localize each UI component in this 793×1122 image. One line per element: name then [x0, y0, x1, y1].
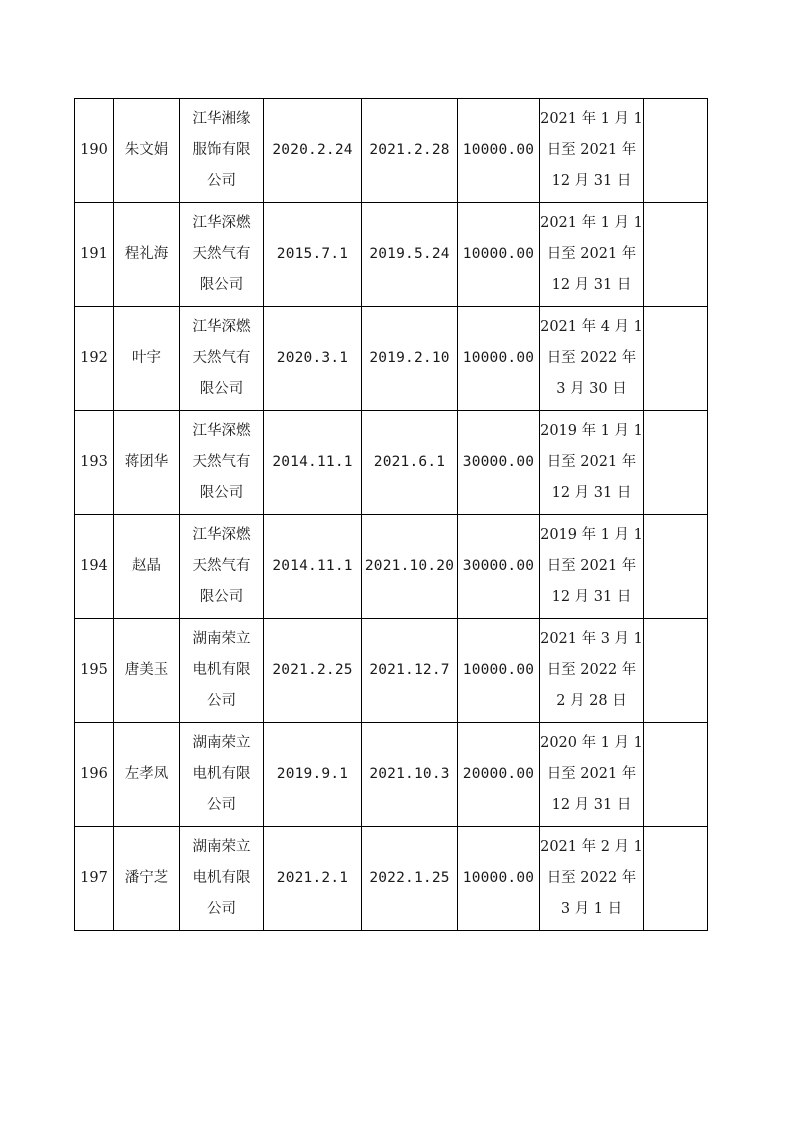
period-cell: 2020 年 1 月 1 日至 2021 年 12 月 31 日	[540, 723, 644, 827]
end-date-cell: 2021.2.28	[362, 99, 458, 203]
records-table	[74, 98, 708, 931]
end-date-cell: 2019.2.10	[362, 307, 458, 411]
row-number-cell: 193	[75, 411, 114, 515]
period-cell: 2021 年 3 月 1 日至 2022 年 2 月 28 日	[540, 619, 644, 723]
period-cell: 2021 年 2 月 1 日至 2022 年 3 月 1 日	[540, 827, 644, 931]
table-row	[75, 411, 708, 515]
company-cell: 江华深燃 天然气有 限公司	[180, 515, 264, 619]
remark-cell	[644, 619, 708, 723]
person-name-cell: 赵晶	[114, 515, 180, 619]
table-row	[75, 307, 708, 411]
remark-cell	[644, 515, 708, 619]
company-cell: 江华深燃 天然气有 限公司	[180, 203, 264, 307]
period-cell: 2019 年 1 月 1 日至 2021 年 12 月 31 日	[540, 411, 644, 515]
row-number-cell: 194	[75, 515, 114, 619]
company-cell: 江华深燃 天然气有 限公司	[180, 411, 264, 515]
end-date-cell: 2021.10.3	[362, 723, 458, 827]
table-row	[75, 99, 708, 203]
remark-cell	[644, 203, 708, 307]
start-date-cell: 2015.7.1	[264, 203, 362, 307]
period-cell: 2021 年 1 月 1 日至 2021 年 12 月 31 日	[540, 99, 644, 203]
period-cell: 2019 年 1 月 1 日至 2021 年 12 月 31 日	[540, 515, 644, 619]
period-cell: 2021 年 1 月 1 日至 2021 年 12 月 31 日	[540, 203, 644, 307]
start-date-cell: 2014.11.1	[264, 411, 362, 515]
remark-cell	[644, 307, 708, 411]
start-date-cell: 2021.2.1	[264, 827, 362, 931]
person-name-cell: 叶宇	[114, 307, 180, 411]
start-date-cell: 2020.2.24	[264, 99, 362, 203]
table-row	[75, 619, 708, 723]
person-name-cell: 左孝凤	[114, 723, 180, 827]
remark-cell	[644, 723, 708, 827]
end-date-cell: 2021.10.20	[362, 515, 458, 619]
company-cell: 江华湘缘 服饰有限 公司	[180, 99, 264, 203]
amount-cell: 10000.00	[458, 99, 540, 203]
start-date-cell: 2021.2.25	[264, 619, 362, 723]
company-cell: 湖南荣立 电机有限 公司	[180, 723, 264, 827]
end-date-cell: 2021.12.7	[362, 619, 458, 723]
row-number-cell: 191	[75, 203, 114, 307]
row-number-cell: 192	[75, 307, 114, 411]
person-name-cell: 潘宁芝	[114, 827, 180, 931]
end-date-cell: 2019.5.24	[362, 203, 458, 307]
person-name-cell: 唐美玉	[114, 619, 180, 723]
end-date-cell: 2022.1.25	[362, 827, 458, 931]
start-date-cell: 2020.3.1	[264, 307, 362, 411]
row-number-cell: 197	[75, 827, 114, 931]
row-number-cell: 195	[75, 619, 114, 723]
amount-cell: 10000.00	[458, 203, 540, 307]
amount-cell: 30000.00	[458, 515, 540, 619]
row-number-cell: 196	[75, 723, 114, 827]
table-body	[75, 99, 708, 931]
amount-cell: 20000.00	[458, 723, 540, 827]
table-row	[75, 515, 708, 619]
table-row	[75, 827, 708, 931]
amount-cell: 10000.00	[458, 619, 540, 723]
company-cell: 湖南荣立 电机有限 公司	[180, 619, 264, 723]
start-date-cell: 2014.11.1	[264, 515, 362, 619]
amount-cell: 10000.00	[458, 307, 540, 411]
remark-cell	[644, 827, 708, 931]
row-number-cell: 190	[75, 99, 114, 203]
person-name-cell: 蒋团华	[114, 411, 180, 515]
table-row	[75, 723, 708, 827]
person-name-cell: 程礼海	[114, 203, 180, 307]
period-cell: 2021 年 4 月 1 日至 2022 年 3 月 30 日	[540, 307, 644, 411]
person-name-cell: 朱文娟	[114, 99, 180, 203]
company-cell: 江华深燃 天然气有 限公司	[180, 307, 264, 411]
remark-cell	[644, 99, 708, 203]
amount-cell: 10000.00	[458, 827, 540, 931]
table-row	[75, 203, 708, 307]
end-date-cell: 2021.6.1	[362, 411, 458, 515]
company-cell: 湖南荣立 电机有限 公司	[180, 827, 264, 931]
remark-cell	[644, 411, 708, 515]
start-date-cell: 2019.9.1	[264, 723, 362, 827]
amount-cell: 30000.00	[458, 411, 540, 515]
